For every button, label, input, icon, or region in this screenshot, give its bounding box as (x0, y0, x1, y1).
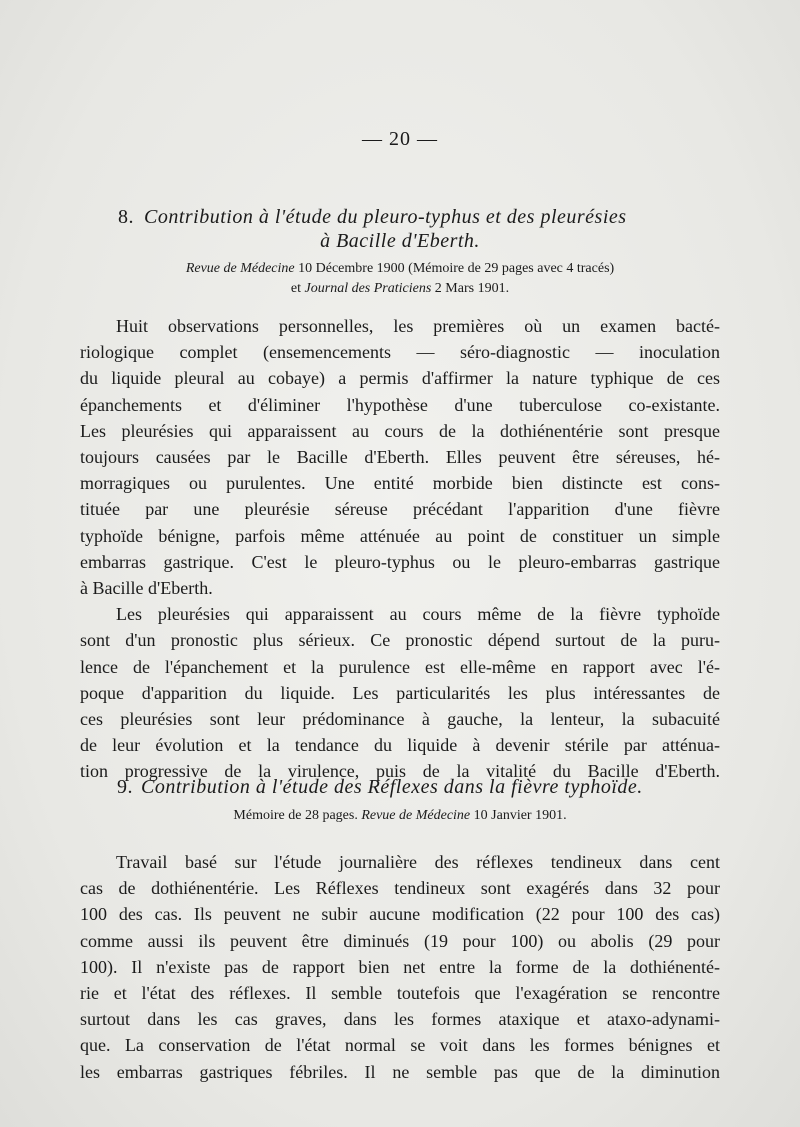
text-line: à Bacille d'Eberth. (80, 578, 213, 599)
section-9-title-text: Contribution à l'étude des Réflexes dans la fièvre typhoïde. (141, 776, 643, 798)
text-line: Les pleurésies qui apparaissent au cours même de la fièvre typhoïde (116, 604, 720, 625)
text-line: lence de l'épanchement et la purulence est elle-même en rapport avec l'é- (80, 656, 720, 677)
text-line: poque d'apparition du liquide. Les particularités les plus intéressantes de (80, 682, 720, 703)
text-line: Huit observations personnelles, les premières où un examen bacté- (116, 316, 720, 336)
section-9-reference (0, 806, 800, 826)
text-line: les embarras gastriques fébriles. Il ne semble pas que de la diminution (80, 1061, 720, 1082)
text-line: typhoïde bénigne, parfois même atténuée au point de constituer un simple (80, 525, 720, 546)
text-line: ces pleurésies sont leur prédominance à gauche, la lenteur, la subacuité (80, 709, 720, 730)
text-line: épanchements et d'éliminer l'hypothèse d'une tuberculose co-existante. (80, 394, 720, 415)
reference-pages: Mémoire de 28 pages. (233, 808, 358, 823)
reference-details: 10 Janvier 1901. (473, 808, 567, 823)
text-line: comme aussi ils peuvent être diminués (19 pour 100) ou abolis (29 pour (80, 930, 720, 951)
page-number: — 20 — (362, 128, 438, 150)
section-8-title-line1: Contribution à l'étude du pleuro-typhus et des pleurésies (144, 206, 627, 228)
section-9-title (117, 776, 717, 799)
text-line: embarras gastrique. C'est le pleuro-typhus ou le pleuro-embarras gastrique (80, 551, 720, 572)
text-line: toujours causées par le Bacille d'Eberth. Elles peuvent être séreuses, hé- (80, 447, 720, 468)
text-line: 100 des cas. Ils peuvent ne subir aucune modification (22 pour 100 des cas) (80, 904, 720, 925)
journal-name: Journal des Praticiens (304, 281, 432, 296)
journal-name: Revue de Médecine (361, 808, 471, 823)
journal-name: Revue de Médecine (185, 261, 295, 276)
text-line: Travail basé sur l'étude journalière des réflexes tendineux dans cent (116, 852, 720, 872)
section-8-reference-line2 (0, 279, 800, 299)
section-8-body (80, 313, 720, 785)
text-line: que. La conservation de l'état normal se voit dans les formes bénignes et (80, 1035, 720, 1056)
reference-conjunction: et (290, 281, 302, 296)
text-line: du liquide pleural au cobaye) a permis d'affirmer la nature typhique de ces (80, 368, 720, 389)
text-line: riologique complet (ensemencements — séro-diagnostic — inoculation (80, 342, 720, 363)
reference-details: 2 Mars 1901. (434, 281, 510, 296)
text-line: de leur évolution et la tendance du liquide à devenir stérile par atténua- (80, 735, 720, 756)
section-8-title-line2: à Bacille d'Eberth. (320, 230, 480, 252)
text-line: surtout dans les cas graves, dans les formes ataxique et ataxo-adynami- (80, 1009, 720, 1030)
text-line: rie et l'état des réflexes. Il semble toutefois que l'exagération se rencontre (80, 983, 720, 1004)
text-line: 100). Il n'existe pas de rapport bien net entre la forme de la dothiénenté- (80, 956, 720, 977)
text-line: cas de dothiénentérie. Les Réflexes tendineux sont exagérés dans 32 pour (80, 878, 720, 899)
section-8-number: 8. (118, 206, 134, 228)
text-line: tituée par une pleurésie séreuse précédant l'apparition d'une fièvre (80, 499, 720, 520)
reference-details: 10 Décembre 1900 (Mémoire de 29 pages avec 4 tracés) (298, 261, 615, 276)
section-9-body (80, 849, 720, 1085)
section-8-reference-line1 (0, 259, 800, 279)
section-9-number: 9. (117, 776, 133, 798)
text-line: morragiques ou purulentes. Une entité morbide bien distincte est cons- (80, 473, 720, 494)
text-line: Les pleurésies qui apparaissent au cours de la dothiénentérie sont presque (80, 420, 720, 441)
text-line: tion progressive de la virulence, puis de la vitalité du Bacille d'Eberth. (80, 761, 720, 782)
section-8-title (118, 203, 718, 231)
text-line: sont d'un pronostic plus sérieux. Ce pronostic dépend surtout de la puru- (80, 630, 720, 651)
